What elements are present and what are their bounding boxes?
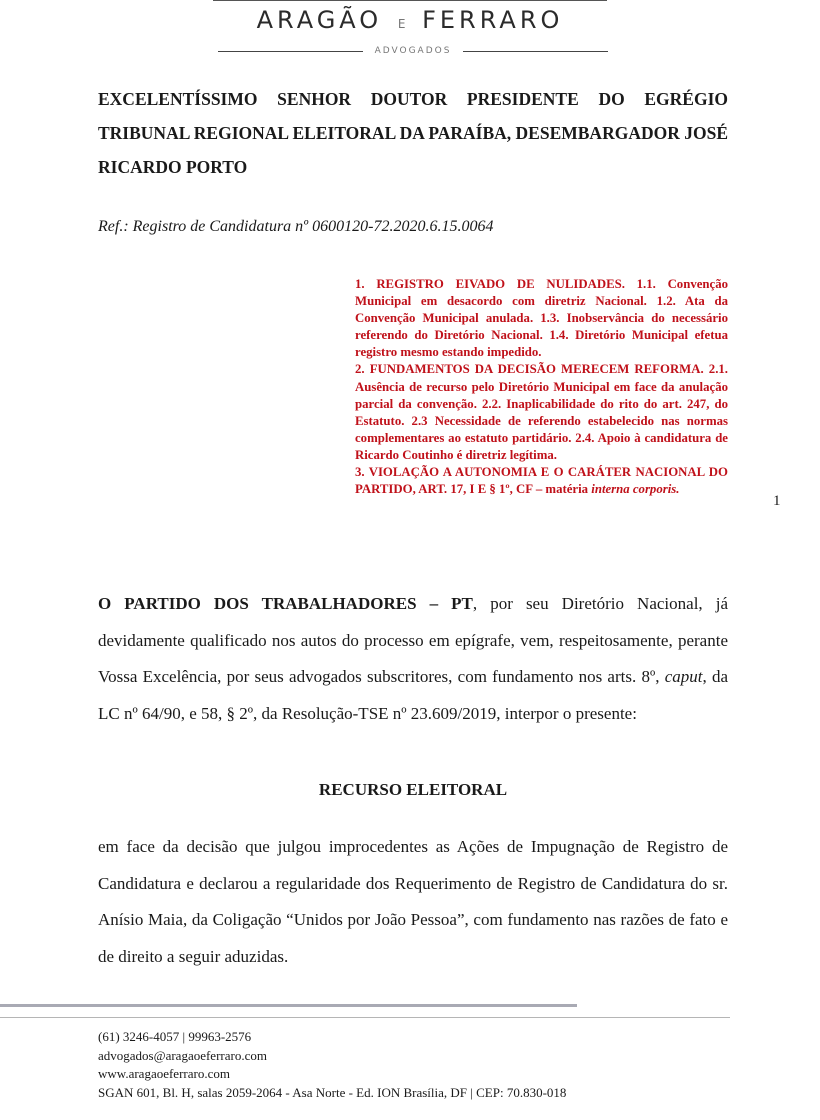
summary-item-1: 1. REGISTRO EIVADO DE NULIDADES. 1.1. Convenção Municipal em desacordo com diretriz Nacional. 1.2. Ata da Convenção Municipal anulada. 1.3. Inobservância do necessário referendo do Diretório Nacional. 1.4. Diretório Municipal efetua registro mesmo estando impedido. bbox=[355, 277, 728, 360]
addressee: EXCELENTÍSSIMO SENHOR DOUTOR PRESIDENTE DO EGRÉGIO TRIBUNAL REGIONAL ELEITORAL DA PARAÍBA, DESEMBARGADOR JOSÉ RICARDO PORTO bbox=[98, 89, 728, 177]
firm-subtitle-row bbox=[218, 44, 608, 58]
subtitle-rule-left bbox=[218, 51, 363, 52]
firm-logo bbox=[200, 6, 620, 34]
caput-term: caput bbox=[664, 667, 703, 686]
summary-item-3 bbox=[355, 464, 728, 498]
party-name: O PARTIDO DOS TRABALHADORES – PT bbox=[98, 594, 473, 613]
footer-email: advogados@aragaoeferraro.com bbox=[98, 1047, 267, 1063]
intro-paragraph bbox=[98, 586, 728, 732]
appeal-heading: RECURSO ELEITORAL bbox=[318, 780, 508, 799]
footer-contact bbox=[98, 1028, 566, 1102]
intro-text-a: , por seu Diretório Nacional, já devidamente qualificado nos autos do processo em epígrafe, vem, respeitosamente, perante Vossa Excelência, por seus advogados subscritores, com fundamento nos arts. 8º, bbox=[98, 594, 728, 686]
firm-name-right: FERRARO bbox=[422, 6, 564, 34]
footer-rule-thin bbox=[0, 1017, 730, 1018]
summary-item-3-text: 3. VIOLAÇÃO A AUTONOMIA E O CARÁTER NACIONAL DO PARTIDO, ART. 17, I E § 1º, CF – matéria bbox=[355, 465, 728, 497]
footer-website: www.aragaoeferraro.com bbox=[98, 1066, 230, 1082]
summary-block bbox=[355, 276, 728, 498]
firm-subtitle: ADVOGADOS bbox=[374, 46, 452, 56]
summary-item-3-italic: interna corporis. bbox=[591, 482, 680, 497]
letterhead-top-rule bbox=[213, 0, 607, 1]
case-reference: Ref.: Registro de Candidatura nº 0600120-72.2020.6.15.0064 bbox=[98, 218, 494, 235]
grounds-paragraph: em face da decisão que julgou improcedentes as Ações de Impugnação de Registro de Candidatura e declarou a regularidade dos Requerimento de Registro de Candidatura do sr. Anísio Maia, da Coligação “Unidos por João Pessoa”, com fundamento nas razões de fato e de direito a seguir aduzidas. bbox=[98, 837, 728, 966]
firm-name-connector: E bbox=[397, 17, 407, 31]
page-number: 1 bbox=[773, 493, 781, 509]
subtitle-rule-right bbox=[463, 51, 608, 52]
summary-item-2: 2. FUNDAMENTOS DA DECISÃO MERECEM REFORMA. 2.1. Ausência de recurso pelo Diretório Municipal em face da anulação parcial da convenção. 2.2. Inaplicabilidade do rito do art. 247, do Estatuto. 2.3 Necessidade de referendo estabelecido nas normas complementares ao estatuto partidário. 2.4. Apoio à candidatura de Ricardo Coutinho é diretriz legítima. bbox=[355, 362, 728, 462]
firm-name-left: ARAGÃO bbox=[256, 6, 383, 34]
footer-rule-thick bbox=[0, 1004, 577, 1007]
intro-text-b: , da LC nº 64/90, e 58, § 2º, da Resolução-TSE nº 23.609/2019, interpor o presente: bbox=[98, 667, 729, 723]
footer-address: SGAN 601, Bl. H, salas 2059-2064 - Asa Norte - Ed. ION Brasília, DF | CEP: 70.830-018 bbox=[98, 1084, 567, 1100]
footer-phone: (61) 3246-4057 | 99963-2576 bbox=[98, 1029, 252, 1044]
